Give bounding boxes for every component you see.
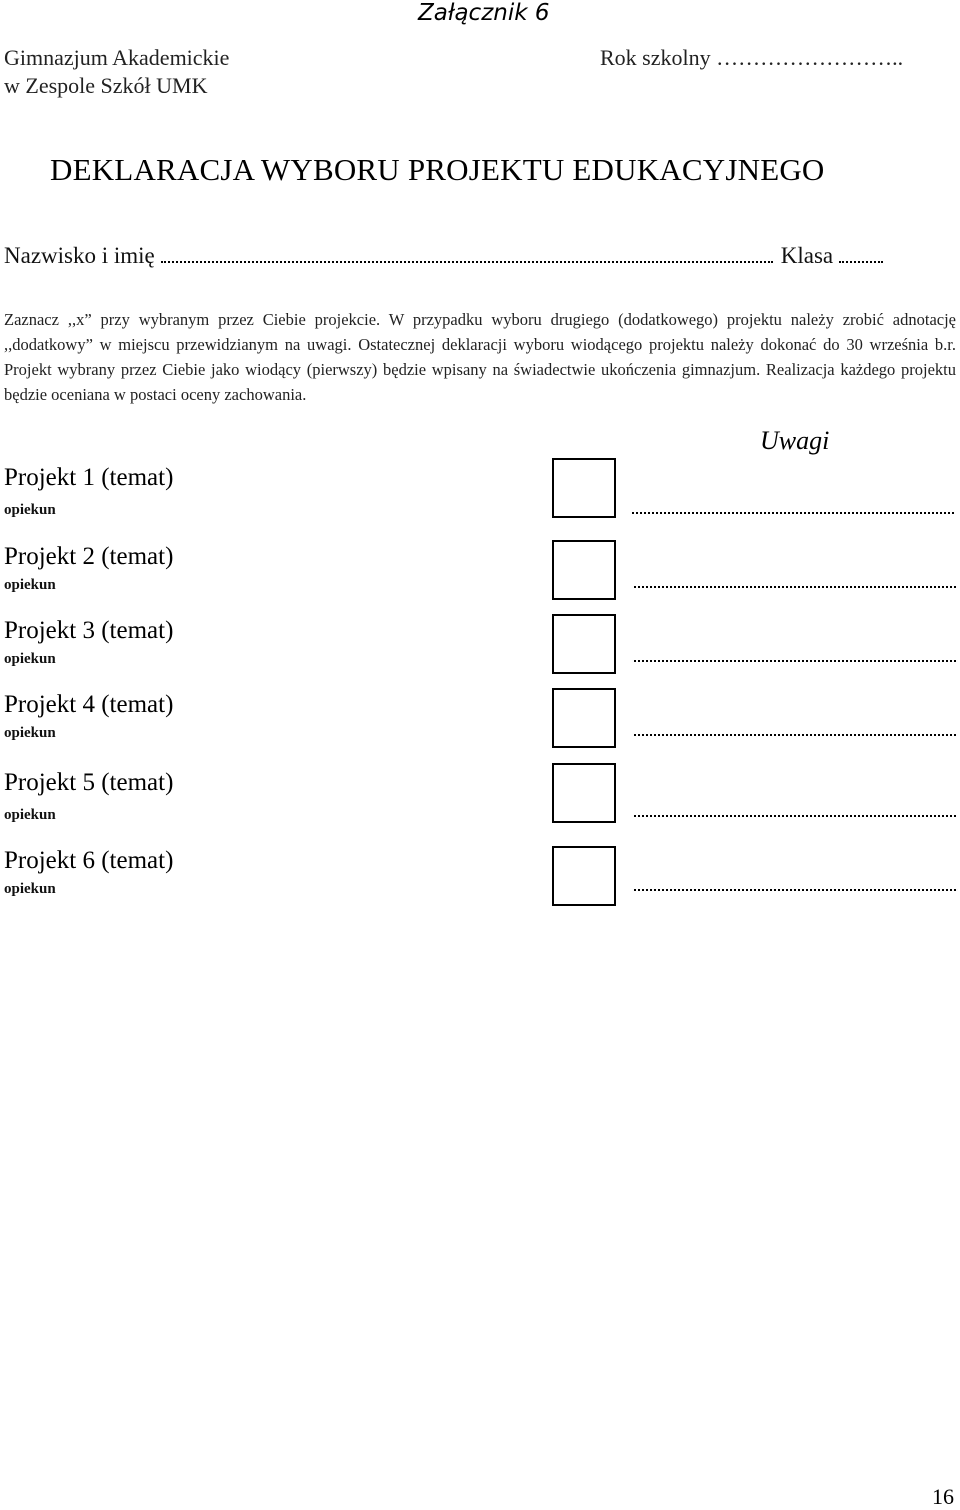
- project-title: Projekt 3 (temat): [4, 617, 174, 644]
- instructions-text: Zaznacz ,,x” przy wybranym przez Ciebie projekcie. W przypadku wyboru drugiego (dodatkowego) projektu należy zrobić adnotację ,,dodatkowy” w miejscu przewidzianym na uwagi. Ostatecznej deklaracji wyboru wiodącego projektu należy dokonać do 30 września b.r. Projekt wybrany przez Ciebie jako wiodący (pierwszy) będzie wpisany na świadectwie ukończenia gimnazjum. Realizacja każdego projektu będzie oceniana w postaci oceny zachowania.: [4, 310, 956, 404]
- school-name-line2: w Zespole Szkół UMK: [4, 73, 208, 98]
- project-supervisor: opiekun: [4, 502, 56, 518]
- project-checkbox[interactable]: [552, 688, 616, 748]
- project-supervisor: opiekun: [4, 807, 56, 823]
- project-supervisor: opiekun: [4, 725, 56, 741]
- document-title: DEKLARACJA WYBORU PROJEKTU EDUKACYJNEGO: [50, 152, 825, 187]
- project-title: Projekt 6 (temat): [4, 847, 174, 874]
- project-remarks-field[interactable]: [634, 658, 956, 662]
- project-remarks-field[interactable]: [634, 887, 956, 891]
- project-title: Projekt 1 (temat): [4, 464, 174, 491]
- page-number: 16: [932, 1484, 954, 1509]
- class-field[interactable]: [839, 243, 883, 263]
- project-checkbox[interactable]: [552, 763, 616, 823]
- project-checkbox[interactable]: [552, 540, 616, 600]
- project-title: Projekt 4 (temat): [4, 691, 174, 718]
- project-checkbox[interactable]: [552, 846, 616, 906]
- attachment-label: Załącznik 6: [418, 0, 550, 26]
- class-label: Klasa: [780, 243, 834, 268]
- remarks-header: Uwagi: [760, 426, 830, 455]
- project-checkbox[interactable]: [552, 458, 616, 518]
- project-remarks-field[interactable]: [632, 510, 954, 514]
- project-remarks-field[interactable]: [634, 813, 956, 817]
- school-year-field[interactable]: Rok szkolny ……………………..: [600, 45, 904, 70]
- school-name-line1: Gimnazjum Akademickie: [4, 45, 230, 70]
- project-remarks-field[interactable]: [634, 584, 956, 588]
- name-label: Nazwisko i imię: [4, 243, 155, 268]
- project-remarks-field[interactable]: [634, 732, 956, 736]
- project-supervisor: opiekun: [4, 651, 56, 667]
- student-info-line: [4, 243, 883, 269]
- project-title: Projekt 2 (temat): [4, 543, 174, 570]
- project-supervisor: opiekun: [4, 881, 56, 897]
- instructions: [4, 307, 956, 407]
- project-title: Projekt 5 (temat): [4, 769, 174, 796]
- project-checkbox[interactable]: [552, 614, 616, 674]
- name-field[interactable]: [161, 243, 773, 263]
- project-supervisor: opiekun: [4, 577, 56, 593]
